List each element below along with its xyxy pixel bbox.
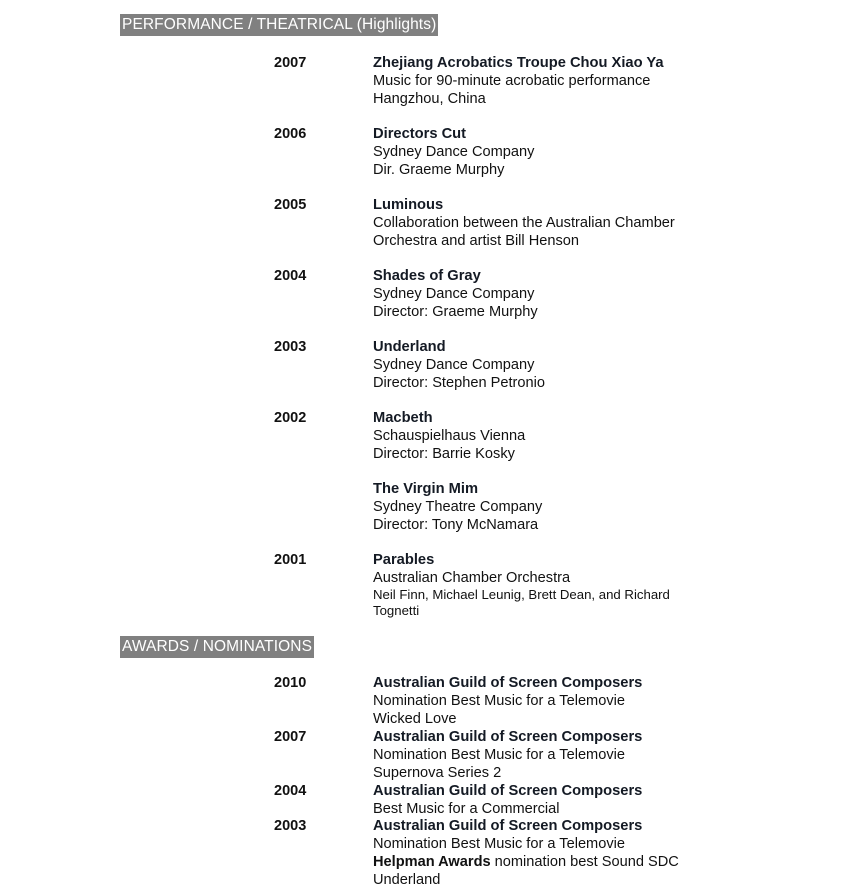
section-header-performance: PERFORMANCE / THEATRICAL (Highlights)	[120, 14, 438, 36]
entry-body	[373, 267, 773, 321]
entry-title: Shades of Gray	[373, 268, 481, 284]
entry-title: Parables	[373, 552, 435, 568]
entry-line: Wicked Love	[373, 711, 457, 727]
entry-line-collaborators: Neil Finn, Michael Leunig, Brett Dean, and Richard Tognetti	[373, 587, 670, 618]
entry-year: 2006	[274, 126, 307, 142]
entry-year: 2001	[274, 552, 307, 568]
entry-title: Australian Guild of Screen Composers	[373, 729, 643, 745]
entry-line: Director: Tony McNamara	[373, 517, 539, 533]
entry-line: Hangzhou, China	[373, 91, 486, 107]
entry-year: 2003	[274, 339, 307, 355]
entry-year: 2007	[274, 55, 307, 71]
entry-line: Schauspielhaus Vienna	[373, 428, 526, 444]
entry-year: 2004	[274, 783, 307, 799]
entry-body	[373, 480, 773, 534]
entry-title: The Virgin Mim	[373, 481, 478, 497]
entry-line: Director: Graeme Murphy	[373, 304, 538, 320]
entry-line: Sydney Dance Company	[373, 144, 535, 160]
entry-body	[373, 551, 773, 619]
entry-body	[373, 338, 773, 392]
entry-title: Directors Cut	[373, 126, 467, 142]
entry-body	[373, 817, 773, 889]
entry-line: Orchestra and artist Bill Henson	[373, 233, 580, 249]
entry-body	[373, 54, 773, 108]
entry-title: Australian Guild of Screen Composers	[373, 818, 643, 834]
entry-year: 2010	[274, 675, 307, 691]
entry-title: Australian Guild of Screen Composers	[373, 783, 643, 799]
entry-line: Australian Chamber Orchestra	[373, 570, 571, 586]
entry-body	[373, 409, 773, 463]
section-header-awards: AWARDS / NOMINATIONS	[120, 636, 314, 658]
entry-title: Underland	[373, 339, 446, 355]
entry-body	[373, 728, 773, 782]
entry-line: Collaboration between the Australian Chamber	[373, 215, 675, 231]
entry-year: 2004	[274, 268, 307, 284]
entry-body	[373, 196, 773, 250]
entry-line: Dir. Graeme Murphy	[373, 162, 505, 178]
entry-title: Zhejiang Acrobatics Troupe Chou Xiao Ya	[373, 55, 664, 71]
entry-line: Director: Barrie Kosky	[373, 446, 515, 462]
entry-year: 2005	[274, 197, 307, 213]
entry-line: Music for 90-minute acrobatic performance	[373, 73, 651, 89]
entry-body	[373, 782, 773, 818]
entry-line: Director: Stephen Petronio	[373, 375, 545, 391]
entry-title: Macbeth	[373, 410, 433, 426]
entry-body	[373, 674, 773, 728]
entry-year: 2003	[274, 818, 307, 834]
entry-line: Best Music for a Commercial	[373, 801, 560, 817]
entry-line: Supernova Series 2	[373, 765, 502, 781]
entry-year: 2002	[274, 410, 307, 426]
entry-title: Australian Guild of Screen Composers	[373, 675, 643, 691]
entry-year: 2007	[274, 729, 307, 745]
entry-line: Sydney Theatre Company	[373, 499, 543, 515]
helpman-awards-label: Helpman Awards	[373, 854, 491, 870]
entry-line: Sydney Dance Company	[373, 286, 535, 302]
entry-line: Nomination Best Music for a Telemovie	[373, 836, 625, 852]
entry-line: Nomination Best Music for a Telemovie	[373, 693, 625, 709]
entry-line-helpman	[373, 853, 773, 871]
entry-body	[373, 125, 773, 179]
entry-line: Sydney Dance Company	[373, 357, 535, 373]
entry-title: Luminous	[373, 197, 444, 213]
entry-line: Nomination Best Music for a Telemovie	[373, 747, 625, 763]
entry-line: Underland	[373, 872, 441, 888]
helpman-awards-detail: nomination best Sound SDC	[490, 854, 679, 870]
